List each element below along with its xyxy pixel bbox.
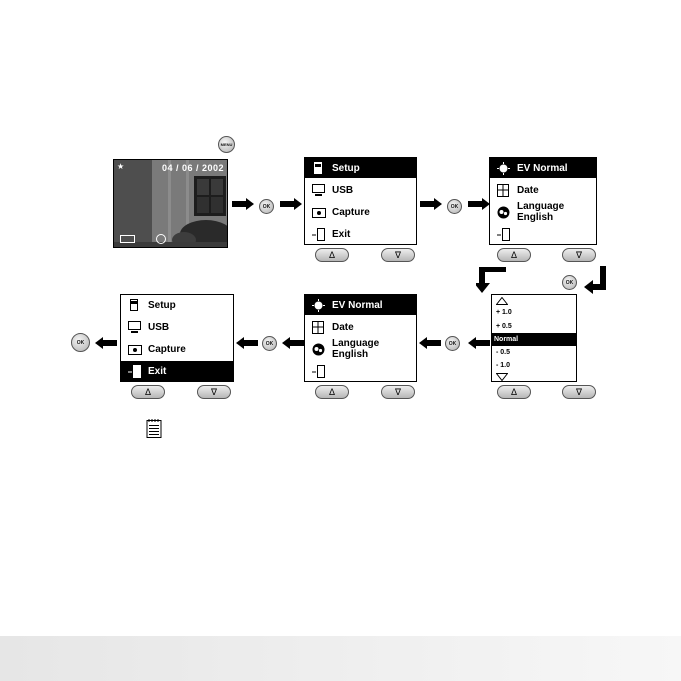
- language-globe-icon: [312, 343, 326, 355]
- ev-brightness-icon: [312, 299, 326, 311]
- right-arrow-icon: [232, 198, 254, 210]
- left-arrow-icon: [282, 337, 304, 349]
- ev-option-selected[interactable]: Normal: [492, 333, 576, 346]
- menu-item-label: Capture: [332, 206, 370, 218]
- ev-option[interactable]: + 1.0: [496, 309, 512, 316]
- bent-left-arrow-icon: [582, 266, 608, 294]
- down-button-label: ∇: [210, 386, 218, 397]
- scroll-down-icon: [496, 373, 508, 381]
- main-menu-exit-screen: [120, 294, 234, 382]
- camera-icon: [128, 343, 142, 355]
- battery-icon: [120, 235, 135, 243]
- up-button-icon[interactable]: [315, 385, 349, 399]
- menu-item-exit[interactable]: [305, 224, 416, 244]
- up-button-label: Δ: [510, 387, 517, 397]
- star-icon: ★: [117, 162, 125, 171]
- exit-door-icon: [497, 228, 511, 240]
- menu-item-label: Language English: [332, 338, 380, 360]
- menu-item-label: Setup: [332, 162, 360, 174]
- notepad-note-icon: [146, 419, 162, 439]
- up-button-icon[interactable]: [497, 248, 531, 262]
- ok-button-icon[interactable]: [445, 336, 460, 351]
- menu-item-setup[interactable]: [121, 295, 233, 315]
- ev-value-list-screen: [491, 294, 577, 382]
- setup-menu-screen: [489, 157, 597, 245]
- right-arrow-icon: [420, 198, 442, 210]
- exit-door-icon: [128, 365, 142, 377]
- menu-item-capture[interactable]: [305, 202, 416, 222]
- ok-button-icon[interactable]: [562, 275, 577, 290]
- menu-item-label: Language English: [517, 201, 565, 223]
- menu-item-ev[interactable]: [490, 158, 596, 178]
- down-button-label: ∇: [575, 249, 583, 260]
- up-button-icon[interactable]: [497, 385, 531, 399]
- menu-item-exit[interactable]: [490, 224, 596, 244]
- up-button-label: Δ: [510, 250, 517, 260]
- down-button-label: ∇: [394, 386, 402, 397]
- menu-item-usb[interactable]: [121, 317, 233, 337]
- ev-brightness-icon: [497, 162, 511, 174]
- left-arrow-icon: [419, 337, 441, 349]
- menu-item-ev[interactable]: [305, 295, 416, 315]
- ev-option[interactable]: - 0.5: [496, 349, 511, 356]
- setup-icon: [312, 162, 326, 174]
- usb-monitor-icon: [312, 184, 326, 196]
- menu-item-label: USB: [332, 184, 354, 196]
- left-arrow-icon: [236, 337, 258, 349]
- left-arrow-icon: [95, 337, 117, 349]
- menu-item-label: Capture: [148, 343, 186, 355]
- ev-option[interactable]: + 0.5: [496, 323, 512, 330]
- photo-preview-screen: [113, 159, 228, 248]
- up-button-icon[interactable]: [315, 248, 349, 262]
- camera-icon: [312, 206, 326, 218]
- menu-item-usb[interactable]: [305, 180, 416, 200]
- ok-button-label: OK: [265, 340, 274, 347]
- left-arrow-icon: [468, 337, 490, 349]
- calendar-icon: [497, 184, 511, 196]
- menu-item-capture[interactable]: [121, 339, 233, 359]
- ev-option[interactable]: - 1.0: [496, 362, 511, 369]
- up-button-label: Δ: [328, 387, 335, 397]
- calendar-icon: [312, 321, 326, 333]
- down-button-icon[interactable]: [562, 385, 596, 399]
- menu-item-label: USB: [148, 321, 170, 333]
- ok-button-label: OK: [448, 340, 457, 347]
- date-stamp: 04 / 06 / 2002: [161, 163, 224, 173]
- ok-button-label: OK: [262, 203, 271, 210]
- bent-down-arrow-icon: [476, 267, 510, 293]
- right-arrow-icon: [280, 198, 302, 210]
- menu-item-date[interactable]: [305, 317, 416, 337]
- flash-mode-icon: [156, 234, 166, 244]
- menu-item-label: Date: [332, 321, 354, 333]
- menu-item-date[interactable]: [490, 180, 596, 200]
- ok-button-icon[interactable]: [259, 199, 274, 214]
- language-globe-icon: [497, 206, 511, 218]
- ok-button-label: OK: [76, 339, 85, 346]
- down-button-label: ∇: [394, 249, 402, 260]
- exit-door-icon: [312, 365, 326, 377]
- menu-item-language[interactable]: [490, 202, 596, 222]
- ok-button-label: OK: [450, 203, 459, 210]
- ok-button-icon[interactable]: [447, 199, 462, 214]
- right-arrow-icon: [468, 198, 490, 210]
- up-button-label: Δ: [328, 250, 335, 260]
- main-menu-screen: [304, 157, 417, 245]
- menu-item-label: EV Normal: [332, 299, 383, 311]
- up-button-label: Δ: [144, 387, 151, 397]
- menu-item-setup[interactable]: [305, 158, 416, 178]
- menu-item-language[interactable]: [305, 339, 416, 359]
- ok-button-label: OK: [565, 279, 574, 286]
- menu-item-label: Exit: [148, 365, 167, 377]
- ok-button-icon[interactable]: [262, 336, 277, 351]
- down-button-icon[interactable]: [381, 248, 415, 262]
- menu-button-icon[interactable]: [218, 136, 235, 153]
- menu-item-label: Setup: [148, 299, 176, 311]
- down-button-icon[interactable]: [381, 385, 415, 399]
- page-footer-bar: [0, 636, 681, 681]
- setup-menu-screen-2: [304, 294, 417, 382]
- menu-item-exit-selected[interactable]: [121, 361, 233, 381]
- down-button-label: ∇: [575, 386, 583, 397]
- usb-monitor-icon: [128, 321, 142, 333]
- menu-item-exit[interactable]: [305, 361, 416, 381]
- menu-item-label: EV Normal: [517, 162, 568, 174]
- ok-button-icon[interactable]: [71, 333, 90, 352]
- setup-icon: [128, 299, 142, 311]
- down-button-icon[interactable]: [562, 248, 596, 262]
- menu-item-label: Exit: [332, 228, 351, 240]
- menu-button-label: MENU: [220, 142, 233, 147]
- down-button-icon[interactable]: [197, 385, 231, 399]
- up-button-icon[interactable]: [131, 385, 165, 399]
- exit-door-icon: [312, 228, 326, 240]
- menu-item-label: Date: [517, 184, 539, 196]
- scroll-up-icon: [496, 297, 508, 305]
